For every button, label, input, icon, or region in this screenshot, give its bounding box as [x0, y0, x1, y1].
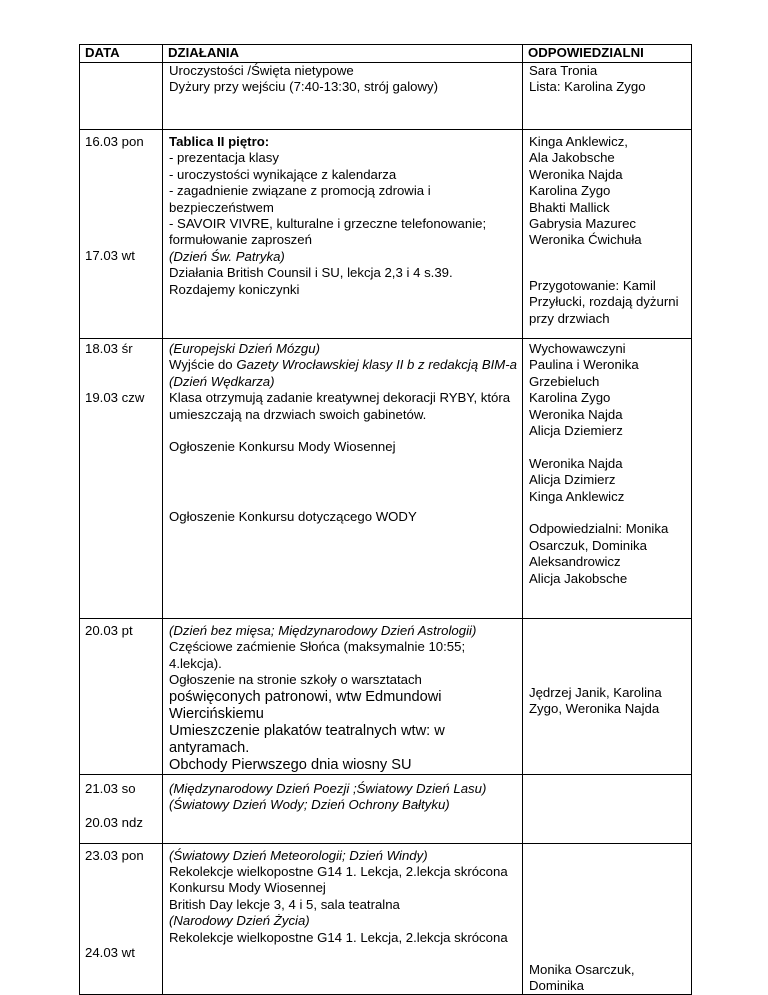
header-date: DATA	[80, 45, 163, 63]
action-line: (Światowy Dzień Meteorologii; Dzień Windy)	[169, 847, 428, 863]
actions-cell	[163, 619, 523, 775]
actions-cell	[163, 339, 523, 619]
responsible-line: Weronika Najda	[529, 455, 623, 471]
date-label: 19.03 czw	[85, 390, 145, 406]
table-row	[80, 774, 692, 843]
responsible-line: Przygotowanie: Kamil Przyłucki, rozdają dyżurni przy drzwiach	[529, 277, 679, 326]
action-line: poświęconych patronowi, wtw Edmundowi Wiercińskiemu	[169, 688, 442, 722]
header-actions: DZIAŁANIA	[163, 45, 523, 63]
action-line: (Dzień Wędkarza)	[169, 373, 275, 389]
action-line: Rekolekcje wielkopostne G14 1. Lekcja, 2.lekcja skrócona	[169, 864, 508, 880]
actions-cell	[163, 774, 523, 843]
responsible-cell	[523, 339, 692, 619]
action-line: (Międzynarodowy Dzień Poezji ;Światowy Dzień Lasu)	[169, 780, 487, 796]
table-row	[80, 130, 692, 339]
responsible-line: Alicja Dziemierz	[529, 423, 623, 439]
action-line: Umieszczenie plakatów teatralnych wtw: w antyramach.	[169, 722, 445, 756]
date-cell	[80, 63, 163, 130]
date-label: 16.03 pon	[85, 134, 144, 149]
table-row	[80, 619, 692, 775]
responsible-line: Wychowawczyni	[529, 341, 626, 356]
responsible-cell	[523, 130, 692, 339]
responsible-line: Karolina Zygo	[529, 183, 611, 199]
action-line: Obchody Pierwszego dnia wiosny SU	[169, 756, 412, 773]
action-line: British Day lekcje 3, 4 i 5, sala teatralna	[169, 896, 400, 912]
action-line: (Europejski Dzień Mózgu)	[169, 341, 320, 356]
date-label: 20.03 ndz	[85, 815, 143, 831]
date-label: 20.03 pt	[85, 623, 133, 638]
action-line: (Dzień bez mięsa; Międzynarodowy Dzień Astrologii)	[169, 623, 477, 638]
action-line: - uroczystości wynikające z kalendarza	[169, 166, 397, 182]
action-line: Uroczystości /Święta nietypowe	[169, 63, 354, 78]
responsible-line: Weronika Ćwichuła	[529, 232, 642, 248]
action-line: - prezentacja klasy	[169, 150, 279, 166]
header-responsible: ODPOWIEDZIALNI	[523, 45, 692, 63]
date-cell	[80, 130, 163, 339]
responsible-line: Alicja Jakobsche	[529, 570, 628, 586]
action-line: Tablica II piętro:	[169, 134, 270, 149]
schedule-table	[79, 44, 692, 995]
responsible-line: Weronika Najda	[529, 166, 623, 182]
table-row	[80, 63, 692, 130]
action-line: (Dzień Św. Patryka)	[169, 248, 285, 264]
date-label: 21.03 so	[85, 780, 136, 796]
action-line: Konkursu Mody Wiosennej	[169, 880, 326, 896]
action-line: (Narodowy Dzień Życia)	[169, 913, 310, 929]
action-line: Rekolekcje wielkopostne G14 1. Lekcja, 2.lekcja skrócona	[169, 929, 508, 945]
date-label: 17.03 wt	[85, 248, 135, 264]
action-line: Rozdajemy koniczynki	[169, 281, 300, 297]
responsible-line: Jędrzej Janik, Karolina Zygo, Weronika Najda	[529, 685, 662, 717]
action-line: Ogłoszenie Konkursu Mody Wiosennej	[169, 439, 396, 455]
responsible-cell	[523, 774, 692, 843]
action-text: Wyjście do	[169, 357, 237, 373]
responsible-line: Monika Osarczuk, Dominika	[529, 961, 635, 994]
date-label: 18.03 śr	[85, 341, 133, 356]
date-cell	[80, 843, 163, 995]
action-line: Działania British Counsil i SU, lekcja 2,3 i 4 s.39.	[169, 265, 453, 281]
responsible-line: Odpowiedzialni: Monika Osarczuk, Dominika Aleksandrowicz	[529, 521, 669, 570]
action-line: Klasa otrzymują zadanie kreatywnej dekoracji RYBY, która umieszczają na drzwiach swoich gabinetów.	[169, 390, 511, 422]
actions-cell	[163, 843, 523, 995]
action-line: - SAVOIR VIVRE, kulturalne i grzeczne telefonowanie; formułowanie zaproszeń	[169, 216, 487, 248]
responsible-cell	[523, 63, 692, 130]
date-label: 23.03 pon	[85, 847, 144, 863]
action-line: - zagadnienie związane z promocją zdrowia i bezpieczeństwem	[169, 183, 431, 215]
responsible-cell	[523, 619, 692, 775]
action-line: Częściowe zaćmienie Słońca (maksymalnie 10:55; 4.lekcja).	[169, 639, 466, 671]
action-line: (Światowy Dzień Wody; Dzień Ochrony Bałtyku)	[169, 797, 450, 813]
action-line: Ogłoszenie Konkursu dotyczącego WODY	[169, 508, 417, 524]
responsible-line: Alicja Dzimierz	[529, 472, 616, 488]
responsible-line: Lista: Karolina Zygo	[529, 79, 646, 95]
action-line: Ogłoszenie na stronie szkoły o warsztatach	[169, 672, 422, 688]
responsible-line: Kinga Anklewicz,	[529, 134, 628, 149]
action-line	[169, 357, 517, 373]
responsible-line: Weronika Najda	[529, 406, 623, 422]
actions-cell	[163, 130, 523, 339]
responsible-cell	[523, 843, 692, 995]
action-line: Dyżury przy wejściu (7:40-13:30, strój galowy)	[169, 79, 438, 95]
responsible-line: Kinga Anklewicz	[529, 488, 625, 504]
table-row	[80, 339, 692, 619]
responsible-line: Bhakti Mallick	[529, 199, 610, 215]
action-text-italic: Gazety Wrocławskiej klasy II b z redakcją BIM-a	[236, 357, 517, 373]
table-header-row	[80, 45, 692, 63]
date-label: 24.03 wt	[85, 945, 135, 961]
responsible-line: Paulina i Weronika Grzebieluch	[529, 357, 639, 389]
schedule-document	[79, 44, 691, 995]
table-row	[80, 843, 692, 995]
date-cell	[80, 339, 163, 619]
responsible-line: Ala Jakobsche	[529, 150, 615, 166]
responsible-line: Karolina Zygo	[529, 390, 611, 406]
responsible-line: Sara Tronia	[529, 63, 598, 78]
responsible-line: Gabrysia Mazurec	[529, 216, 637, 232]
actions-cell	[163, 63, 523, 130]
date-cell	[80, 619, 163, 775]
date-cell	[80, 774, 163, 843]
